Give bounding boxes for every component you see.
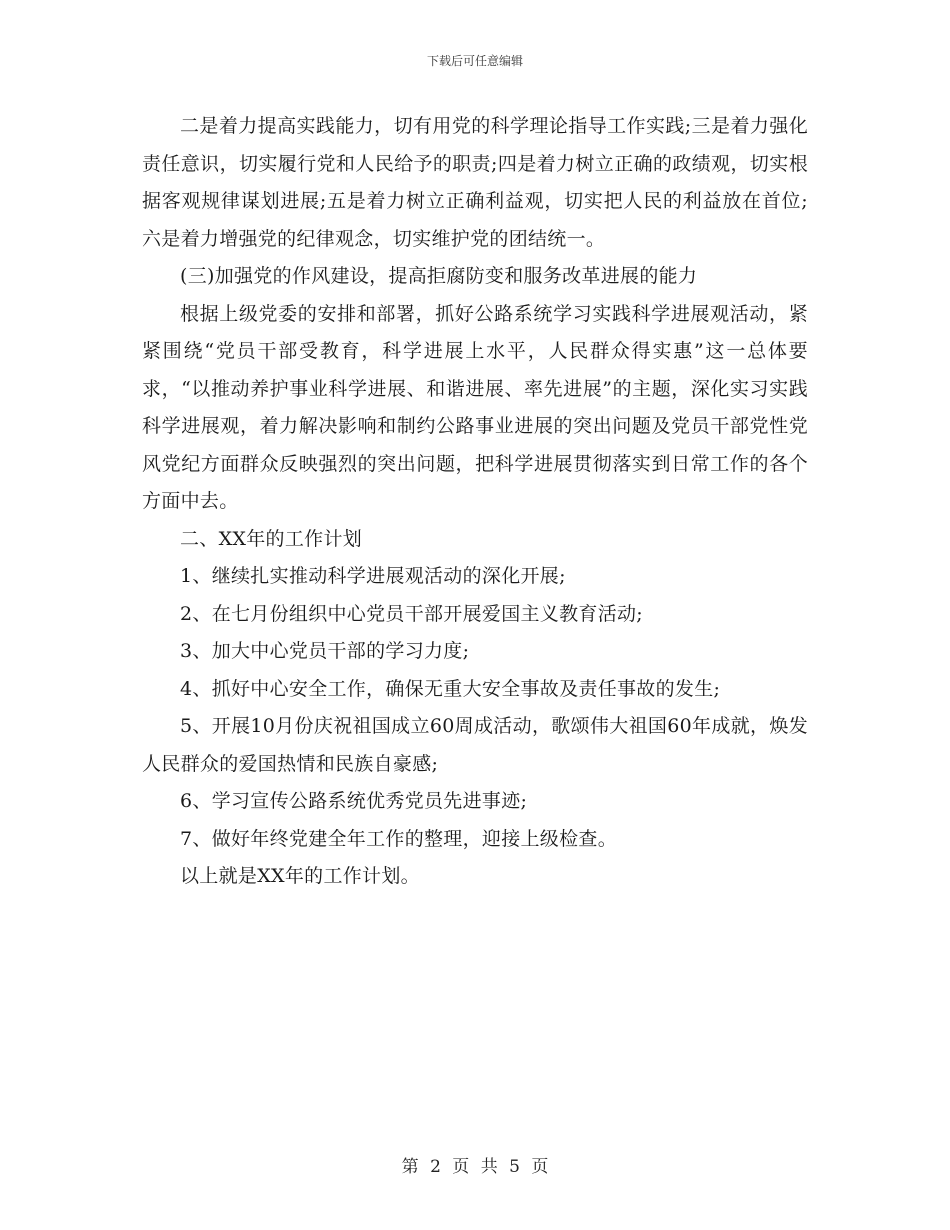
plan-item-5: 5、开展10月份庆祝祖国成立60周成活动，歌颂伟大祖国60年成就，焕发人民群众的爱国热情和民族自豪感; [142, 715, 808, 775]
document-body [142, 108, 808, 896]
paragraph-practice-ability: 二是着力提高实践能力，切有用党的科学理论指导工作实践;三是着力强化责任意识，切实履行党和人民给予的职责;四是着力树立正确的政绩观，切实根据客观规律谋划进展;五是着力树立正确利益观，切实把人民的利益放在首位;六是着力增强党的纪律观念，切实维护党的团结统一。 [142, 115, 808, 250]
plan-item-2: 2、在七月份组织中心党员干部开展爱国主义教育活动; [180, 602, 643, 625]
page-header: 下载后可任意编辑 [426, 54, 523, 68]
page-number-footer: 第 2 页 共 5 页 [401, 1157, 549, 1177]
plan-item-7: 7、做好年终党建全年工作的整理，迎接上级检查。 [180, 827, 617, 850]
paragraph-party-arrangement: 根据上级党委的安排和部署，抓好公路系统学习实践科学进展观活动，紧紧围绕“党员干部受教育，科学进展上水平，人民群众得实惠”这一总体要求，“以推动养护事业科学进展、和谐进展、率先进展”的主题，深化实习实践科学进展观，着力解决影响和制约公路事业进展的突出问题及党员干部党性党风党纪方面群众反映强烈的突出问题，把科学进展贯彻落实到日常工作的各个方面中去。 [142, 302, 808, 512]
plan-item-6: 6、学习宣传公路系统优秀党员先进事迹; [180, 790, 528, 812]
plan-item-4: 4、抓好中心安全工作，确保无重大安全事故及责任事故的发生; [180, 677, 721, 700]
plan-item-3: 3、加大中心党员干部的学习力度; [180, 640, 470, 662]
plan-item-1: 1、继续扎实推动科学进展观活动的深化开展; [180, 565, 566, 587]
section-heading-style-building: (三)加强党的作风建设，提高拒腐防变和服务改革进展的能力 [180, 265, 698, 287]
section-heading-work-plan: 二、XX年的工作计划 [180, 527, 363, 550]
closing-paragraph: 以上就是XX年的工作计划。 [180, 865, 420, 887]
